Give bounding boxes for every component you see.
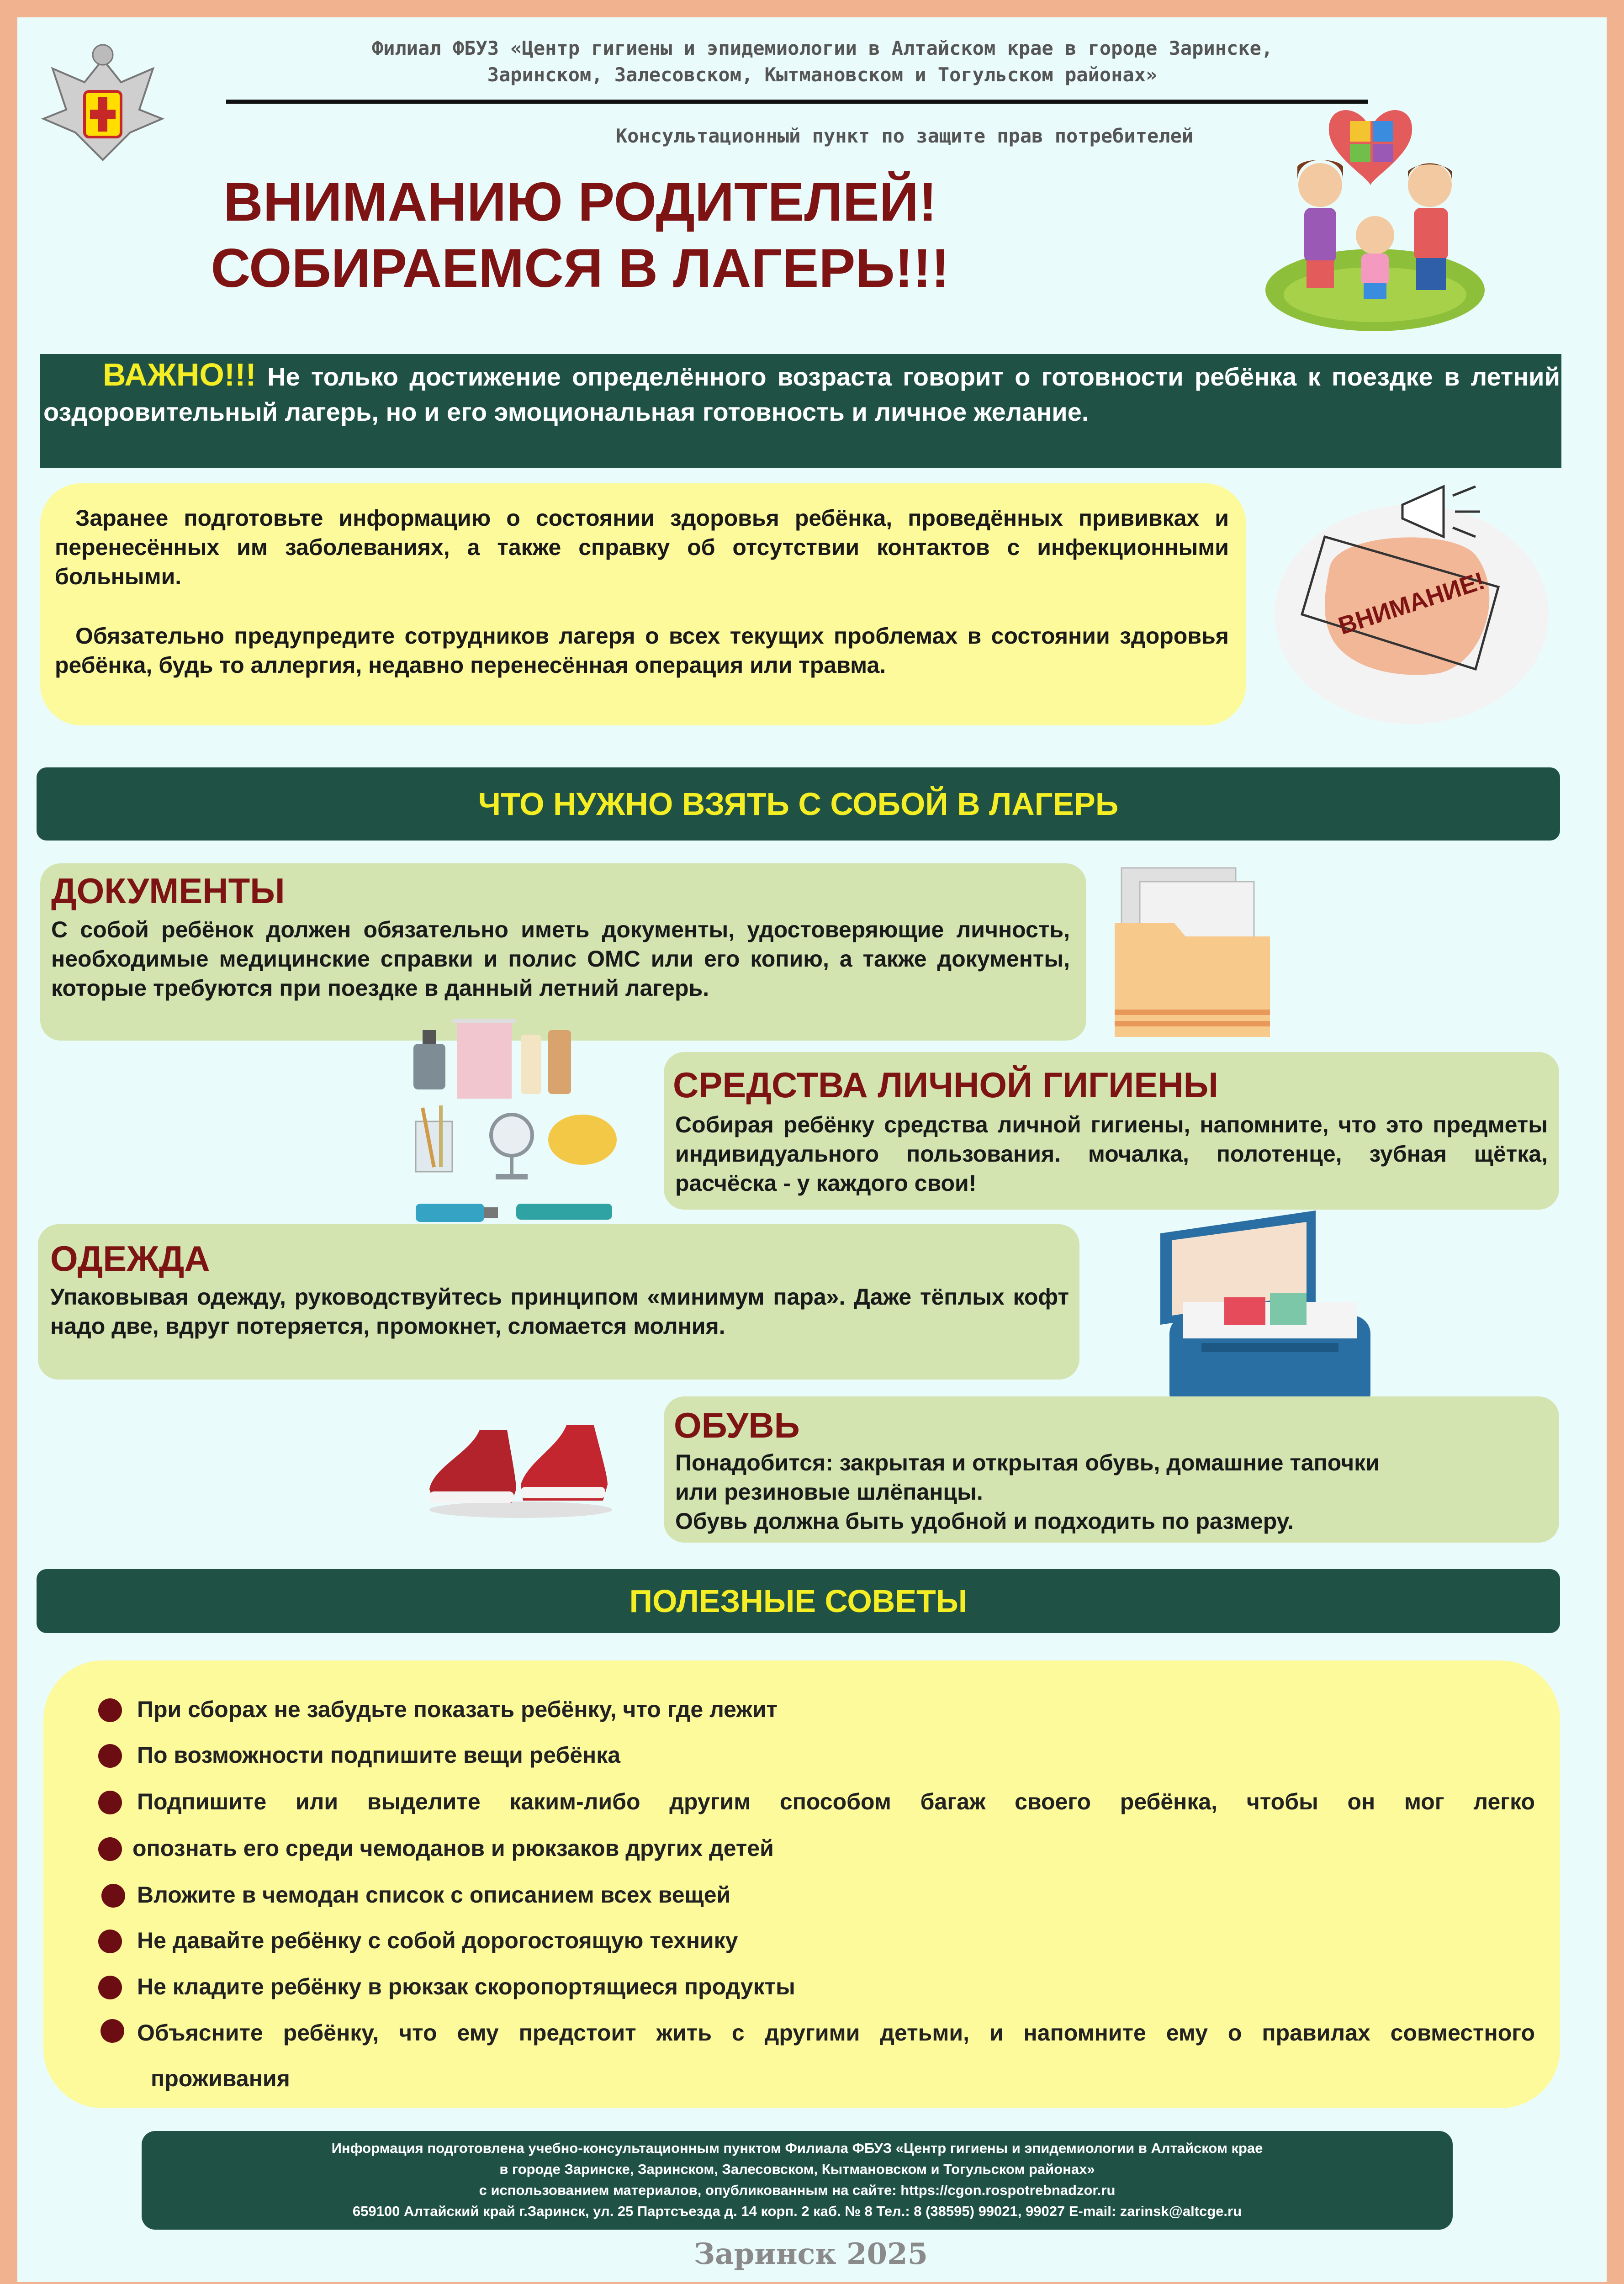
tip-bullet-icon — [98, 1791, 122, 1814]
org-name-line1: Филиал ФБУЗ «Центр гигиены и эпидемиологии в Алтайском крае в городе Заринске, — [371, 37, 1273, 59]
suitcase-icon — [1133, 1206, 1389, 1425]
tip-item: Не давайте ребёнку с собой дорогостоящую технику — [137, 1928, 738, 1953]
hygiene-title: СРЕДСТВА ЛИЧНОЙ ГИГИЕНЫ — [673, 1065, 1219, 1105]
tip-bullet-icon — [101, 1884, 125, 1908]
important-text — [43, 357, 1560, 429]
hygiene-text: Собирая ребёнку средства личной гигиены, напомните, что это предметы индивидуального пользования. мочалка, полотенце, зубная щётка, расчёска - у каждого свои! — [675, 1112, 1548, 1196]
consult-point-subtitle: Консультационный пункт по защите прав потребителей — [615, 125, 1194, 147]
clothes-title: ОДЕЖДА — [50, 1238, 210, 1279]
footer-line2: в городе Заринске, Заринском, Залесовском, Кытмановском и Тогульском районах» — [499, 2161, 1095, 2177]
shoes-line1: Понадобится: закрытая и открытая обувь, домашние тапочки — [675, 1450, 1380, 1475]
title-line1: ВНИМАНИЮ РОДИТЕЛЕЙ! — [223, 171, 937, 233]
tip-bullet-icon — [98, 1698, 122, 1722]
notice-para1: Заранее подготовьте информацию о состоянии здоровья ребёнка, проведённых прививках и перенесённых им заболеваниях, а также справку об отсутствии контактов с инфекционными больными. — [55, 505, 1229, 589]
shoes-title: ОБУВЬ — [674, 1405, 800, 1445]
org-name-line2: Заринском, Залесовском, Кытмановском и Тогульском районах» — [487, 63, 1158, 86]
clothes-text: Упаковывая одежду, руководствуйтесь принципом «минимум пара». Даже тёплых кофт надо две, вдруг потеряется, промокнет, сломается молния. — [50, 1284, 1069, 1339]
important-body: Не только достижение определённого возраста говорит о готовности ребёнка к поездке в летний оздоровительный лагерь, но и его эмоциональная готовность и личное желание. — [43, 362, 1560, 426]
shoes-line2: или резиновые шлёпанцы. — [675, 1479, 983, 1505]
tip-bullet-icon — [101, 2019, 124, 2043]
tip-item: Не кладите ребёнку в рюкзак скоропортящиеся продукты — [137, 1974, 795, 1999]
notice-para2: Обязательно предупредите сотрудников лагеря о всех текущих проблемах в состоянии здоровья ребёнка, будь то аллергия, недавно перенесённая операция или травма. — [55, 623, 1229, 678]
header-divider — [226, 100, 1368, 104]
folder-icon — [1106, 859, 1279, 1042]
tip-item: При сборах не забудьте показать ребёнку, что где лежит — [137, 1697, 778, 1722]
children-illustration — [1252, 94, 1489, 331]
tip-item: проживания — [151, 2066, 290, 2091]
tip-item: Объясните ребёнку, что ему предстоит жить с другими детьми, и напомните ему о правилах совместного — [137, 2020, 1535, 2046]
tip-item: По возможности подпишите вещи ребёнка — [137, 1742, 621, 1768]
documents-text: С собой ребёнок должен обязательно иметь документы, удостоверяющие личность, необходимые медицинские справки и полис ОМС или его копию, а также документы, которые требуются при поездке в данный летний лагерь. — [51, 917, 1070, 1001]
important-label: ВАЖНО!!! — [103, 357, 256, 392]
documents-title: ДОКУМЕНТЫ — [51, 871, 285, 911]
title-line2: СОБИРАЕМСЯ В ЛАГЕРЬ!!! — [211, 238, 950, 299]
attention-sticker-label: ВНИМАНИЕ! — [1335, 567, 1488, 640]
shoes-line3: Обувь должна быть удобной и подходить по размеру. — [675, 1508, 1294, 1534]
take-section-band: ЧТО НУЖНО ВЗЯТЬ С СОБОЙ В ЛАГЕРЬ — [37, 767, 1560, 841]
city-year: Заринск 2025 — [693, 2237, 928, 2271]
tip-bullet-icon — [98, 1930, 122, 1953]
footer-line1: Информация подготовлена учебно-консультационным пунктом Филиала ФБУЗ «Центр гигиены и эпидемиологии в Алтайском крае — [331, 2140, 1263, 2156]
rospotrebnadzor-emblem-icon — [34, 41, 171, 174]
footer-line3: с использованием материалов, опубликованным на сайте: https://cgon.rospotrebnadzor.ru — [479, 2182, 1116, 2198]
tip-item: Подпишите или выделите каким-либо другим способом багаж своего ребёнка, чтобы он мог легко — [137, 1789, 1535, 1814]
tip-item: опознать его среди чемоданов и рюкзаков других детей — [132, 1835, 774, 1861]
tip-bullet-icon — [98, 1744, 122, 1768]
tip-bullet-icon — [98, 1976, 122, 1999]
tip-item: Вложите в чемодан список с описанием всех вещей — [137, 1882, 731, 1908]
sneakers-icon — [420, 1398, 621, 1521]
footer-line4: 659100 Алтайский край г.Заринск, ул. 25 Партсъезда д. 14 корп. 2 каб. № 8 Тел.: 8 (38595) 99021, 99027 E-mail: zarinsk@altcge.ru — [352, 2203, 1242, 2219]
hygiene-items-illustration — [402, 1012, 630, 1231]
tip-bullet-icon — [98, 1837, 122, 1861]
tips-band: ПОЛЕЗНЫЕ СОВЕТЫ — [37, 1569, 1560, 1633]
